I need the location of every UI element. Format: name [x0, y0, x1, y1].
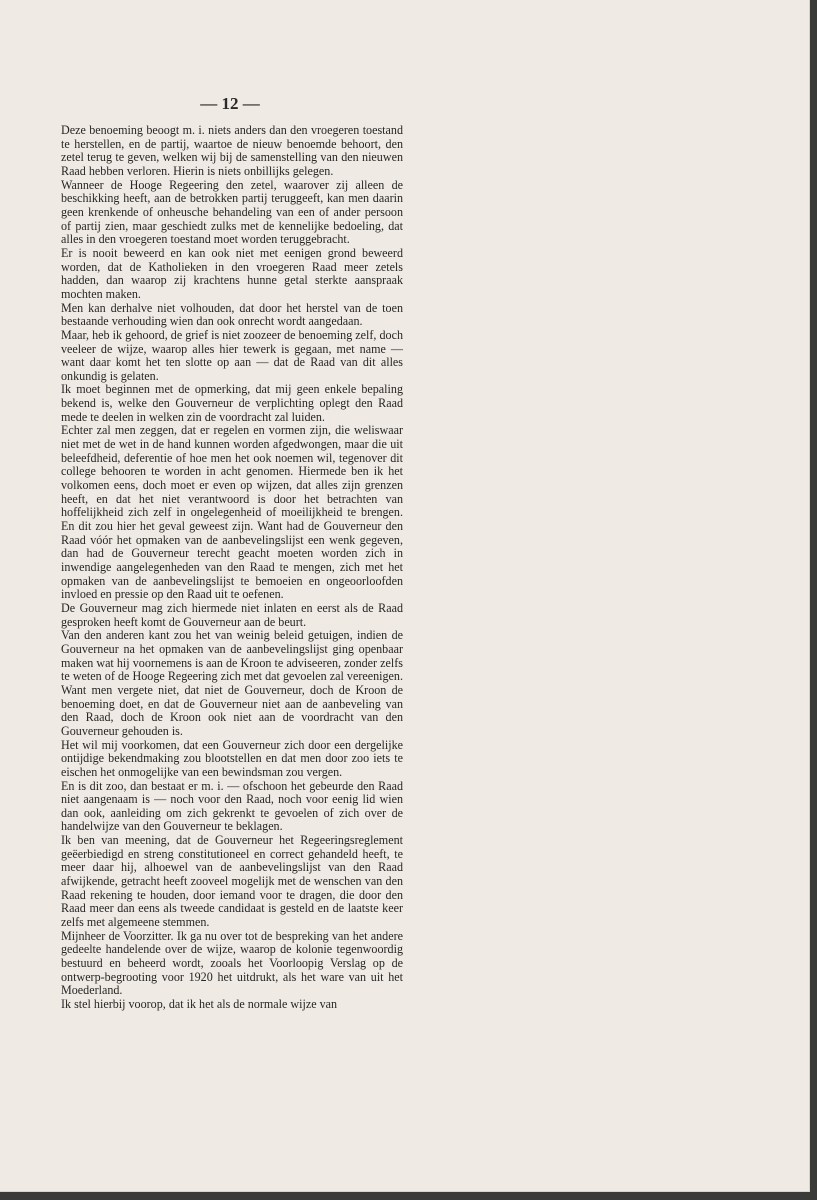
paragraph-7: Echter zal men zeggen, dat er regelen en vormen zijn, die weliswaar niet met de wet in de hand kunnen worden afgedwongen, maar die uit beleefdheid, deferentie of hoe men het ook noemen wil, tegenover dit college behooren te worden in acht genomen. Hiermede ben ik het volkomen eens, doch moet er even op wijzen, dat alles zijn grenzen heeft, en dat het niet verantwoord is door het betrachten van hoffelijkheid zich zelf in ongelegenheid of moeilijkheid te brengen. En dit zou hier het geval geweest zijn. Want had de Gouverneur den Raad vóór het opmaken van de aanbevelingslijst een wenk gegeven, dan had de Gouverneur terecht geacht moeten worden zich in inwendige aangelegenheden van den Raad te mengen, zich met het opmaken van de aanbevelingslijst te bemoeien en ongeoorloofden invloed en pressie op den Raad uit te oefenen. — [61, 423, 403, 602]
paragraph-11: En is dit zoo, dan bestaat er m. i. — ofschoon het gebeurde den Raad niet aangenaam is — noch voor den Raad, noch voor eenig lid wien dan ook, aanleiding om zich gekrenkt te gevoelen of zich over de handelwijze van den Gouverneur te beklagen. — [61, 778, 403, 834]
paragraph-9: Van den anderen kant zou het van weinig beleid getuigen, indien de Gouverneur na het opmaken van de aanbevelingslijst ging openbaar maken wat hij voornemens is aan de Kroon te adviseeren, zonder zelfs te weten of de Hooge Regeering zich met dat gevoelen zal vereenigen. Want men vergete niet, dat niet de Gouverneur, doch de Kroon de benoeming doet, en dat de Gouverneur niet aan de aanbeveling van den Raad, doch de Kroon ook niet aan de voordracht van den Gouverneur gehouden is. — [61, 628, 403, 738]
paragraph-2: Wanneer de Hooge Regeering den zetel, waarover zij alleen de beschikking heeft, aan de betrokken partij teruggeeft, kan men daarin geen krenkende of onheusche behandeling van een of ander persoon of partij zien, maar geschiedt zulks met de kennelijke bedoeling, dat alles in den vroegeren toestand moet worden teruggebracht. — [61, 177, 403, 247]
paragraph-3: Er is nooit beweerd en kan ook niet met eenigen grond beweerd worden, dat de Katholieken in den vroegeren Raad meer zetels hadden, dan waarop zij krachtens hunne getal sterkte aanspraak mochten maken. — [61, 245, 403, 301]
paragraph-13: Mijnheer de Voorzitter. Ik ga nu over tot de bespreking van het andere gedeelte handelende over de wijze, waarop de kolonie tegenwoordig bestuurd en beheerd wordt, zooals het Voorloopig Verslag op de ontwerp-begrooting voor 1920 het uitdrukt, als het ware van uit het Moederland. — [61, 928, 403, 998]
paragraph-5: Maar, heb ik gehoord, de grief is niet zoozeer de benoeming zelf, doch veeleer de wijze, waarop alles hier tewerk is gegaan, met name — want daar komt het ten slotte op aan — dat de Raad van dit alles onkundig is gelaten. — [61, 327, 403, 383]
paragraph-1: Deze benoeming beoogt m. i. niets anders dan den vroegeren toestand te herstellen, en de partij, waartoe de nieuw benoemde behoort, den zetel terug te geven, welken wij bij de samenstelling van den nieuwen Raad hebben verloren. Hierin is niets onbillijks gelegen. — [61, 123, 403, 178]
paragraph-8: De Gouverneur mag zich hiermede niet inlaten en eerst als de Raad gesproken heeft komt de Gouverneur aan de beurt. — [61, 600, 403, 629]
paragraph-10: Het wil mij voorkomen, dat een Gouverneur zich door een dergelijke ontijdige bekendmaking zou blootstellen en dat men door zoo iets te eischen het onmogelijke van een bewindsman zou vergen. — [61, 737, 403, 779]
page-number: — 12 — — [200, 94, 260, 113]
paragraph-6: Ik moet beginnen met de opmerking, dat mij geen enkele bepaling bekend is, welke den Gouverneur de verplichting oplegt den Raad mede te deelen in welken zin de voordracht zal luiden. — [61, 382, 403, 424]
paragraph-12: Ik ben van meening, dat de Gouverneur het Regeeringsreglement geëerbiedigd en streng constitutioneel en correct gehandeld heeft, te meer daar hij, alhoewel van de aanbevelingslijst van den Raad afwijkende, getracht heeft zooveel mogelijk met de wenschen van den Raad rekening te houden, door iemand voor te dragen, die door den Raad meer dan eens als tweede candidaat is gesteld en de laatste keer zelfs met algemeene stemmen. — [61, 833, 403, 930]
text-column — [61, 124, 403, 1012]
paragraph-14: Ik stel hierbij voorop, dat ik het als de normale wijze van — [61, 997, 338, 1011]
paragraph-4: Men kan derhalve niet volhouden, dat door het herstel van de toen bestaande verhouding wien dan ook onrecht wordt aangedaan. — [61, 300, 403, 329]
